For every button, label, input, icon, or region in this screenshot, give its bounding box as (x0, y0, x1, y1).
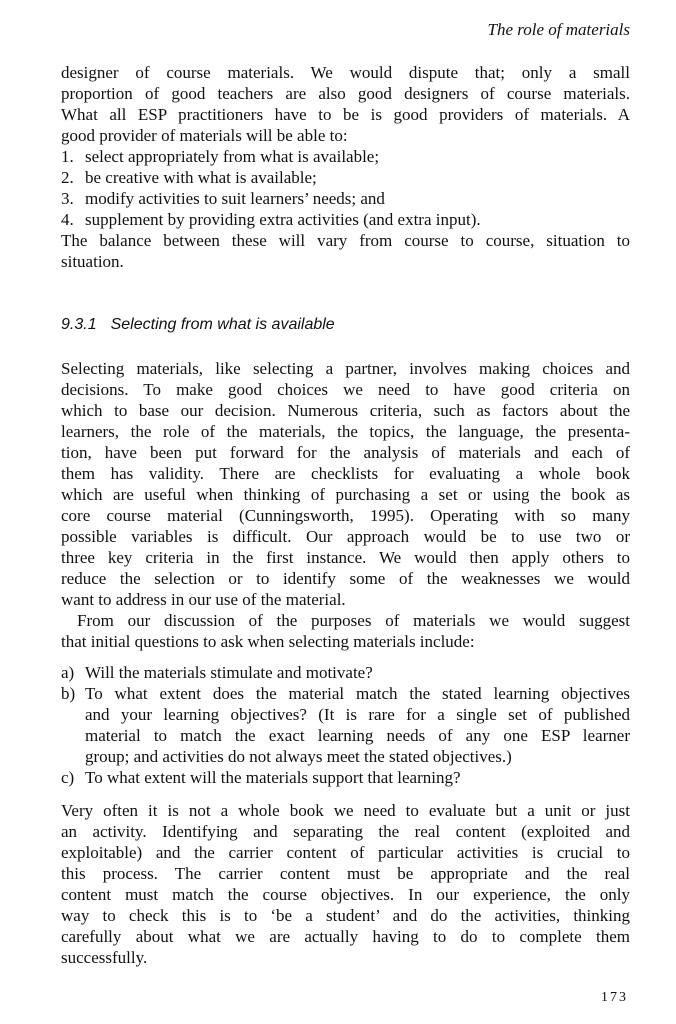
text-line: decisions. To make good choices we need to have good criteria on (61, 380, 630, 399)
text-line: which to base our decision. Numerous criteria, such as factors about the (61, 401, 630, 420)
paragraph-1 (61, 62, 630, 146)
text-line: three key criteria in the first instance. We would then apply others to (61, 548, 630, 567)
text-line: exploitable) and the carrier content of particular activities is crucial to (61, 843, 630, 862)
list-questions (61, 662, 630, 788)
list-marker: 3. (61, 189, 74, 208)
list-item-text: group; and activities do not always meet the stated objectives.) (85, 747, 512, 766)
list-marker: 4. (61, 210, 74, 229)
list-item-text: select appropriately from what is available; (85, 147, 380, 166)
text-line: tion, have been put forward for the analysis of materials and each of (61, 443, 630, 462)
text-line: designer of course materials. We would dispute that; only a small (61, 63, 630, 82)
list-item (61, 188, 630, 209)
paragraph-2 (61, 230, 630, 272)
list-abilities (61, 146, 630, 230)
list-item-text: modify activities to suit learners’ needs; and (85, 189, 385, 208)
list-marker: 2. (61, 168, 74, 187)
text-line: Very often it is not a whole book we need to evaluate but a unit or just (61, 801, 630, 820)
section-number: 9.3.1 (61, 316, 97, 333)
list-item (61, 767, 630, 788)
text-line: situation. (61, 252, 124, 271)
text-line: possible variables is difficult. Our approach would be to use two or (61, 527, 630, 546)
text-line: way to check this is to ‘be a student’ and do the activities, thinking (61, 906, 630, 925)
text-line: reduce the selection or to identify some of the weaknesses we would (61, 569, 630, 588)
list-marker: a) (61, 663, 75, 682)
list-item-text: be creative with what is available; (85, 168, 317, 187)
text-line: successfully. (61, 948, 148, 967)
text-line: core course material (Cunningsworth, 1995). Operating with so many (61, 506, 630, 525)
text-line: From our discussion of the purposes of materials we would suggest (77, 611, 630, 630)
text-line: them has validity. There are checklists for evaluating a whole book (61, 464, 630, 483)
text-line: that initial questions to ask when selecting materials include: (61, 632, 475, 651)
list-item-text: Will the materials stimulate and motivate? (85, 663, 373, 682)
running-head: The role of materials (487, 20, 630, 39)
paragraph-4 (61, 610, 630, 652)
list-item-text: material to match the exact learning needs of any one ESP learner (85, 726, 630, 745)
list-marker: c) (61, 768, 75, 787)
section-title: Selecting from what is available (110, 316, 335, 333)
list-item-text: supplement by providing extra activities (and extra input). (85, 210, 481, 229)
list-item (61, 167, 630, 188)
text-line: good provider of materials will be able to: (61, 126, 348, 145)
list-item (61, 683, 630, 767)
text-line: an activity. Identifying and separating the real content (exploited and (61, 822, 630, 841)
text-line: What all ESP practitioners have to be is good providers of materials. A (61, 105, 630, 124)
text-line: which are useful when thinking of purchasing a set or using the book as (61, 485, 630, 504)
list-item (61, 209, 630, 230)
list-item (61, 146, 630, 167)
text-line: Selecting materials, like selecting a partner, involves making choices and (61, 359, 630, 378)
text-line: The balance between these will vary from course to course, situation to (61, 231, 630, 250)
text-line: this process. The carrier content must be appropriate and the real (61, 864, 630, 883)
paragraph-5 (61, 800, 630, 968)
list-marker: 1. (61, 147, 74, 166)
list-item (61, 662, 630, 683)
paragraph-3 (61, 358, 630, 610)
text-line: proportion of good teachers are also good designers of course materials. (61, 84, 630, 103)
text-line: learners, the role of the materials, the topics, the language, the presenta- (61, 422, 630, 441)
text-line: content must match the course objectives. In our experience, the only (61, 885, 630, 904)
text-line: want to address in our use of the material. (61, 590, 346, 609)
list-item-text: To what extent does the material match the stated learning objectives (85, 684, 630, 703)
text-line: carefully about what we are actually having to do to complete them (61, 927, 630, 946)
list-marker: b) (61, 684, 76, 703)
list-item-text: To what extent will the materials support that learning? (85, 768, 461, 787)
list-item-text: and your learning objectives? (It is rare for a single set of published (85, 705, 630, 724)
page-number: 173 (601, 990, 628, 1005)
section-heading (61, 316, 349, 334)
